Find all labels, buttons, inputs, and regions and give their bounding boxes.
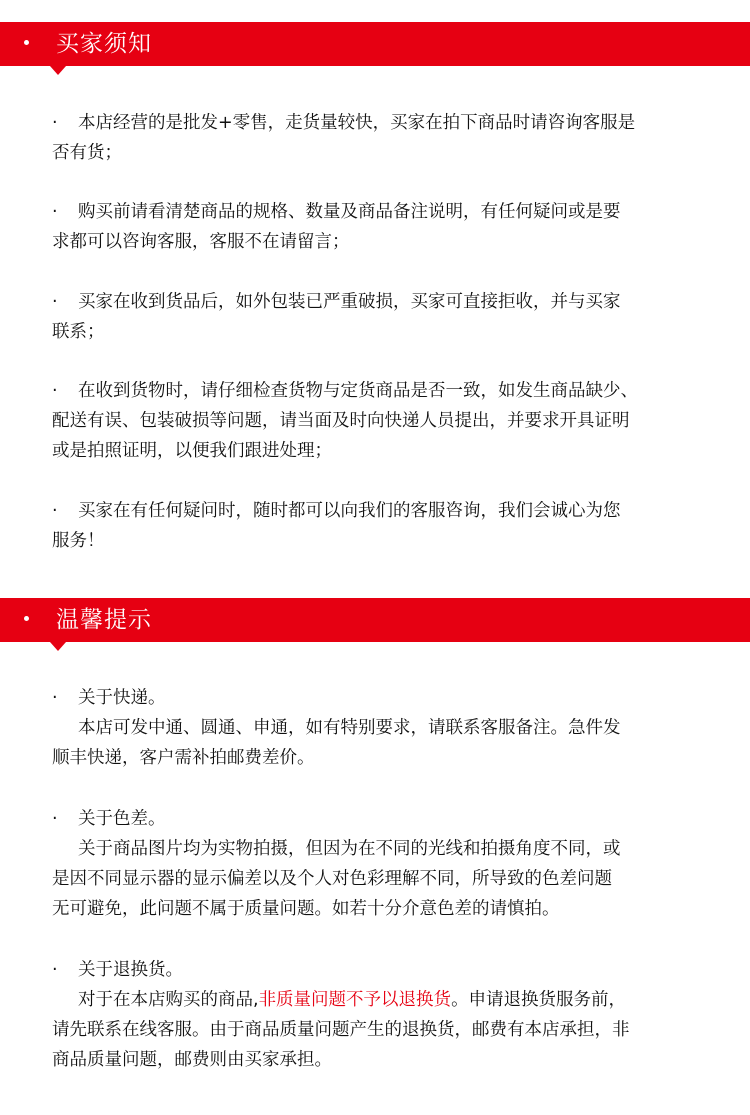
tip-text: [52, 985, 708, 1015]
notice-text: 联系；: [52, 322, 105, 342]
tip-heading: 关于退换货。: [78, 960, 183, 980]
tip-text: 本店可发中通、圆通、申通，如有特别要求，请联系客服备注。急件发: [78, 718, 621, 738]
section-banner-tips: [0, 598, 750, 642]
tip-text-highlight: 非质量问题不予以退换货: [258, 990, 452, 1010]
tip-heading: 关于色差。: [78, 809, 166, 829]
bullet-icon: ·: [52, 809, 58, 829]
bullet-icon: [24, 40, 29, 45]
tip-color: [52, 804, 708, 924]
tip-text: 是因不同显示器的显示偏差以及个人对色彩理解不同，所导致的色差问题: [52, 869, 612, 889]
notice-item: [52, 376, 708, 466]
bullet-icon: ·: [52, 202, 58, 222]
notice-item: [52, 496, 708, 556]
notice-text: 服务！: [52, 531, 105, 551]
notice-item: [52, 197, 708, 257]
tip-text-part: 。申请退换货服务前，: [451, 990, 627, 1010]
notice-item: [52, 287, 708, 347]
notice-text: 买家在收到货品后，如外包装已严重破损，买家可直接拒收，并与买家: [78, 292, 621, 312]
tip-text: 顺丰快递，客户需补拍邮费差价。: [52, 748, 315, 768]
tip-text: 无可避免，此问题不属于质量问题。如若十分介意色差的请慎拍。: [52, 899, 560, 919]
bullet-icon: ·: [52, 501, 58, 521]
notice-text: 配送有误、包装破损等问题，请当面及时向快递人员提出，并要求开具证明: [52, 411, 630, 431]
tip-text: 商品质量问题，邮费则由买家承担。: [52, 1050, 332, 1070]
bullet-icon: ·: [52, 292, 58, 312]
bullet-icon: ·: [52, 381, 58, 401]
bullet-icon: ·: [52, 688, 58, 708]
section-title: 买家须知: [56, 31, 152, 57]
notice-text: 求都可以咨询客服，客服不在请留言；: [52, 232, 350, 252]
notice-item: [52, 108, 708, 168]
tip-text-part: 对于在本店购买的商品,: [78, 990, 259, 1010]
banner-pointer-icon: [50, 642, 66, 651]
bullet-icon: [24, 616, 29, 621]
notice-text: 购买前请看清楚商品的规格、数量及商品备注说明，有任何疑问或是要: [78, 202, 621, 222]
notice-text: 买家在有任何疑问时，随时都可以向我们的客服咨询，我们会诚心为您: [78, 501, 621, 521]
notice-text: 本店经营的是批发+零售，走货量较快，买家在拍下商品时请咨询客服是: [78, 113, 636, 133]
tip-delivery: [52, 683, 708, 773]
notice-text: 否有货；: [52, 143, 122, 163]
notice-text: 在收到货物时，请仔细检查货物与定货商品是否一致，如发生商品缺少、: [78, 381, 638, 401]
tip-heading: 关于快递。: [78, 688, 166, 708]
bullet-icon: ·: [52, 960, 58, 980]
section-banner-buyer-notice: [0, 22, 750, 66]
tip-text: 请先联系在线客服。由于商品质量问题产生的退换货，邮费有本店承担，非: [52, 1020, 630, 1040]
banner-pointer-icon: [50, 66, 66, 75]
tip-returns: [52, 955, 708, 1075]
notice-text: 或是拍照证明，以便我们跟进处理；: [52, 441, 332, 461]
section-title: 温馨提示: [56, 607, 152, 633]
bullet-icon: ·: [52, 113, 58, 133]
tip-text: 关于商品图片均为实物拍摄，但因为在不同的光线和拍摄角度不同，或: [78, 839, 621, 859]
